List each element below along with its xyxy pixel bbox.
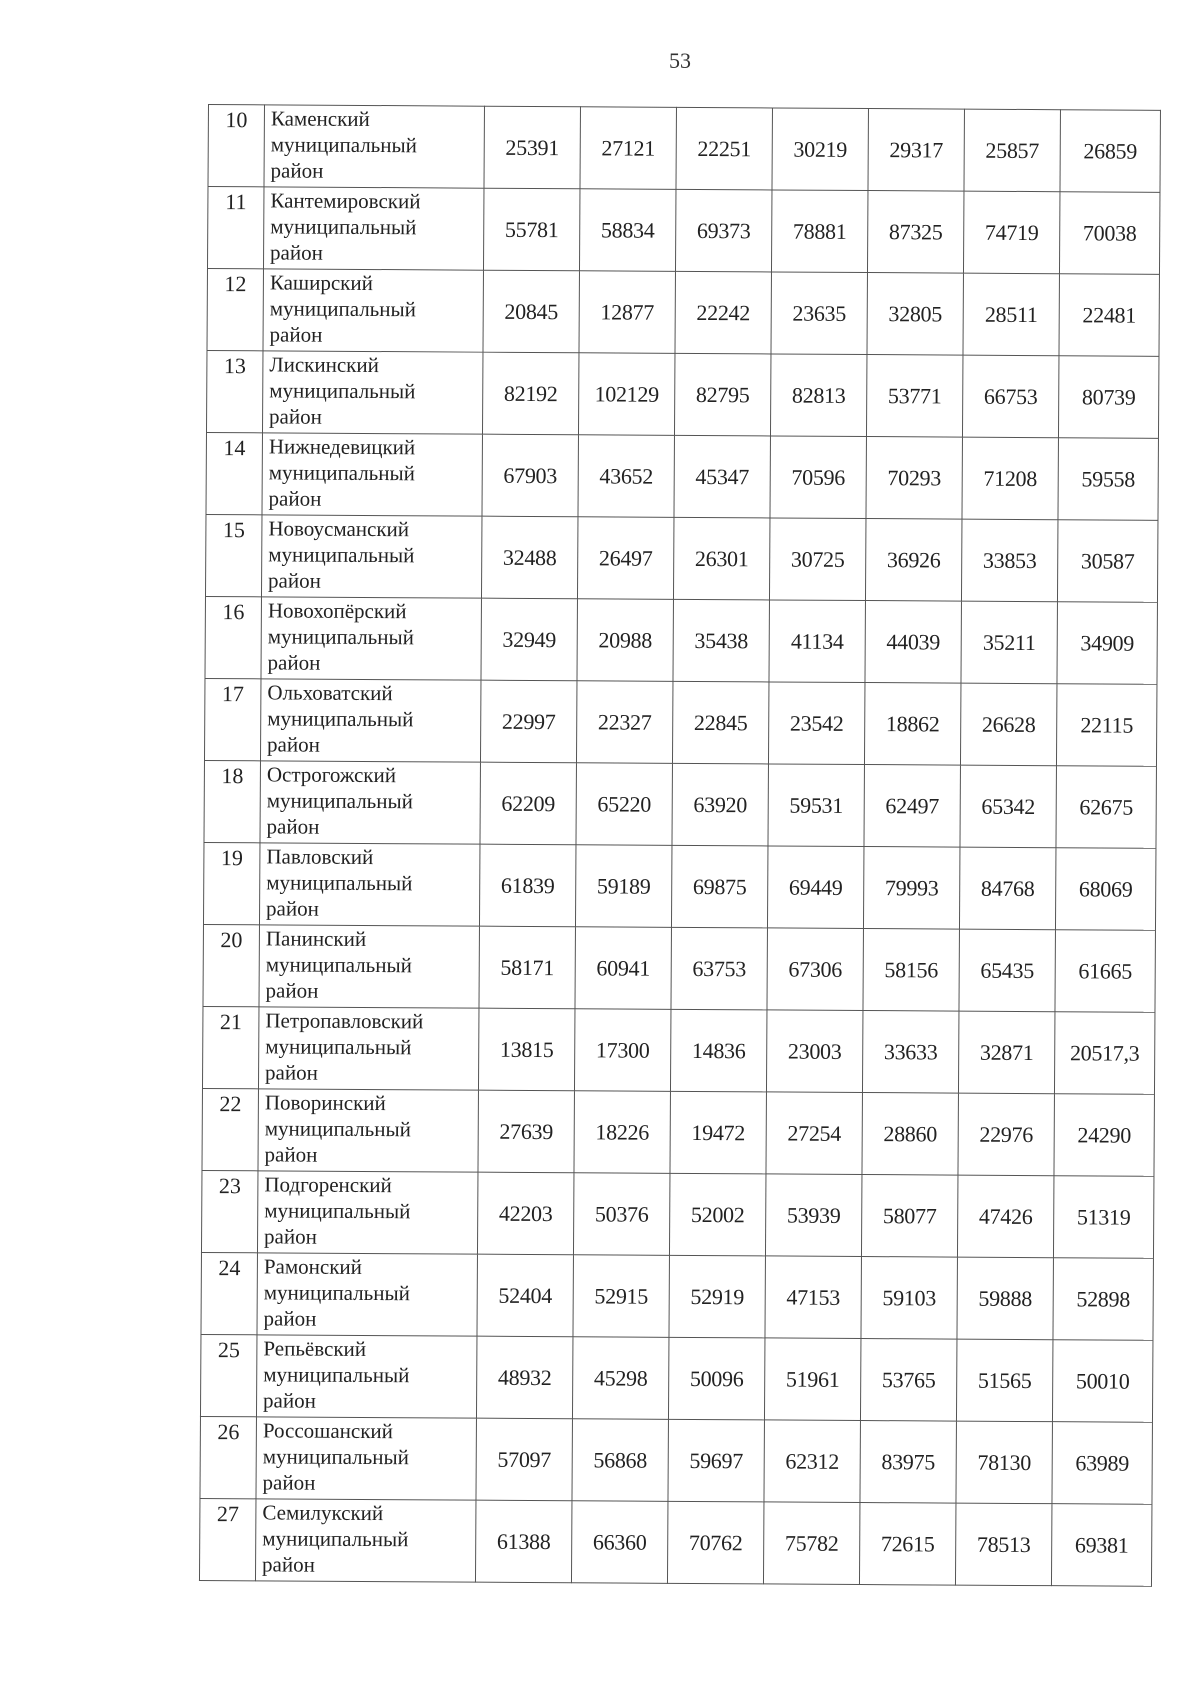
value-cell: 65435 [959,929,1055,1012]
value-cell: 52002 [669,1173,765,1256]
value-cell: 22997 [480,680,576,763]
district-data-table [199,104,1161,1587]
district-name-line: Россошанский [262,1418,394,1444]
value-cell: 63989 [1052,1422,1152,1505]
value-cell: 35211 [961,601,1057,684]
value-cell: 13815 [478,1008,574,1091]
value-cell: 30587 [1057,520,1157,603]
district-name-cell [258,1089,478,1172]
value-cell: 23003 [766,1010,862,1093]
value-cell: 20517,3 [1054,1012,1154,1095]
table-row [208,105,1160,193]
district-name-line: муниципальный [264,1198,411,1224]
value-cell: 56868 [572,1419,668,1502]
district-name-line: муниципальный [266,788,413,814]
row-number: 18 [204,760,260,842]
value-cell: 23542 [768,682,864,765]
district-name-cell [261,515,481,598]
value-cell: 70038 [1059,192,1159,275]
district-name-line: муниципальный [263,1362,410,1388]
district-name-line: муниципальный [262,1526,409,1552]
value-cell: 20988 [577,599,673,682]
district-name-line: район [262,1470,316,1495]
value-cell: 32805 [867,273,963,356]
value-cell: 82813 [770,354,866,437]
district-name-cell [258,1007,478,1090]
district-name-line: Семилукский [262,1500,384,1526]
value-cell: 52404 [477,1254,573,1337]
row-number: 23 [201,1170,257,1252]
district-name-line: район [262,1552,315,1577]
table-container [199,104,1161,1587]
value-cell: 28511 [963,273,1059,356]
value-cell: 82795 [674,353,770,436]
value-cell: 50010 [1052,1340,1152,1423]
value-cell: 27254 [766,1092,862,1175]
district-name-line: район [266,896,319,921]
value-cell: 50096 [668,1337,764,1420]
value-cell: 43652 [578,435,674,518]
value-cell: 53939 [765,1174,861,1257]
value-cell: 102129 [578,353,674,436]
value-cell: 70293 [866,437,962,520]
value-cell: 51565 [956,1339,1052,1422]
district-name-line: муниципальный [268,460,415,486]
value-cell: 62312 [764,1420,860,1503]
district-name-cell [257,1171,477,1254]
value-cell: 27639 [478,1090,574,1173]
value-cell: 34909 [1057,602,1157,685]
value-cell: 69381 [1051,1504,1151,1587]
value-cell: 18862 [864,683,960,766]
district-name-cell [263,269,483,352]
value-cell: 69875 [671,845,767,928]
value-cell: 59697 [668,1419,764,1502]
value-cell: 45298 [572,1337,668,1420]
district-name-line: Каменский [270,106,370,131]
row-number: 24 [201,1252,257,1334]
value-cell: 41134 [769,600,865,683]
value-cell: 26859 [1060,110,1160,193]
table-row [199,1498,1151,1586]
district-name-line: Подгоренский [264,1172,392,1198]
value-cell: 62209 [480,762,576,845]
value-cell: 22845 [672,681,768,764]
value-cell: 30219 [772,108,868,191]
row-number: 17 [204,678,260,760]
value-cell: 28860 [862,1093,958,1176]
value-cell: 33633 [862,1011,958,1094]
value-cell: 47153 [765,1256,861,1339]
value-cell: 12877 [579,271,675,354]
row-number: 12 [207,269,263,351]
district-name-cell [264,105,484,188]
district-name-line: Новоусманский [268,516,410,542]
value-cell: 84768 [959,847,1055,930]
district-name-cell [260,679,480,762]
value-cell: 35438 [673,599,769,682]
value-cell: 26301 [673,517,769,600]
row-number: 21 [202,1006,258,1088]
value-cell: 20845 [483,270,579,353]
value-cell: 19472 [670,1091,766,1174]
district-name-line: район [270,240,323,265]
district-name-line: Поворинский [264,1090,386,1116]
value-cell: 83975 [860,1421,956,1504]
value-cell: 47426 [957,1175,1053,1258]
value-cell: 62497 [864,765,960,848]
district-name-line: муниципальный [262,1444,409,1470]
value-cell: 59531 [768,764,864,847]
district-name-line: район [264,1224,317,1249]
value-cell: 24290 [1054,1094,1154,1177]
value-cell: 75782 [763,1502,859,1585]
district-name-cell [255,1499,475,1582]
district-name-line: район [264,1142,318,1167]
value-cell: 22115 [1056,684,1156,767]
table-row [206,350,1158,438]
value-cell: 18226 [574,1091,670,1174]
row-number: 25 [200,1334,256,1416]
district-name-line: муниципальный [267,706,414,732]
district-name-line: район [265,1060,318,1085]
value-cell: 52915 [573,1255,669,1338]
value-cell: 61839 [479,844,575,927]
value-cell: 61665 [1055,930,1155,1013]
value-cell: 25391 [484,106,580,189]
row-number: 16 [205,596,261,678]
row-number: 27 [199,1498,255,1580]
value-cell: 53765 [860,1339,956,1422]
value-cell: 30725 [769,518,865,601]
value-cell: 22976 [958,1093,1054,1176]
value-cell: 82192 [482,352,578,435]
value-cell: 67903 [482,434,578,517]
value-cell: 58834 [579,189,675,272]
value-cell: 66753 [962,355,1058,438]
district-name-line: район [266,814,320,839]
value-cell: 63920 [672,763,768,846]
district-name-line: Новохопёрский [267,598,407,624]
district-name-line: район [268,568,321,593]
district-name-cell [256,1417,476,1500]
value-cell: 55781 [483,188,579,271]
value-cell: 69373 [675,189,771,272]
table-row [204,760,1156,848]
table-row [205,596,1157,684]
value-cell: 59189 [575,845,671,928]
value-cell: 36926 [865,519,961,602]
value-cell: 14836 [670,1009,766,1092]
value-cell: 22251 [676,107,772,190]
district-name-line: муниципальный [265,1034,412,1060]
district-name-line: Панинский [265,926,367,951]
value-cell: 61388 [475,1500,571,1583]
district-name-cell [260,761,480,844]
value-cell: 50376 [573,1173,669,1256]
district-name-line: Петропавловский [265,1008,424,1034]
district-name-cell [262,433,482,516]
district-name-line: муниципальный [263,1280,410,1306]
district-name-line: район [268,486,322,511]
row-number: 14 [206,432,262,514]
value-cell: 72615 [859,1503,955,1586]
value-cell: 22481 [1059,274,1159,357]
value-cell: 59558 [1058,438,1158,521]
value-cell: 69449 [767,846,863,929]
table-row [201,1252,1153,1340]
value-cell: 59888 [957,1257,1053,1340]
value-cell: 66360 [571,1501,667,1584]
value-cell: 87325 [867,191,963,274]
value-cell: 78881 [771,190,867,273]
value-cell: 32871 [958,1011,1054,1094]
district-name-line: район [269,404,322,429]
table-row [200,1334,1152,1422]
table-row [206,432,1158,520]
value-cell: 68069 [1055,848,1155,931]
row-number: 10 [208,105,264,187]
row-number: 13 [206,350,262,432]
value-cell: 63753 [671,927,767,1010]
value-cell: 48932 [476,1336,572,1419]
row-number: 15 [205,514,261,596]
value-cell: 52898 [1053,1258,1153,1341]
value-cell: 52919 [669,1255,765,1338]
district-name-cell [263,187,483,270]
value-cell: 17300 [574,1009,670,1092]
value-cell: 22327 [576,681,672,764]
value-cell: 79993 [863,847,959,930]
district-name-line: Ольховатский [267,680,393,706]
table-row [204,678,1156,766]
value-cell: 27121 [580,107,676,190]
row-number: 11 [207,187,263,269]
value-cell: 32488 [481,516,577,599]
table-body [199,105,1160,1587]
page-number: 53 [669,48,691,73]
table-row [207,269,1159,357]
district-name-line: Репьёвский [263,1336,367,1361]
table-row [202,1006,1154,1094]
district-name-line: Лискинский [269,352,379,378]
value-cell: 23635 [771,272,867,355]
value-cell: 33853 [961,519,1057,602]
district-name-line: муниципальный [268,542,415,568]
district-name-line: муниципальный [270,132,417,158]
value-cell: 51319 [1053,1176,1153,1259]
value-cell: 58171 [479,926,575,1009]
value-cell: 60941 [575,927,671,1010]
row-number: 20 [203,924,259,1006]
value-cell: 26628 [960,683,1056,766]
table-row [203,924,1155,1012]
district-name-line: Кантемировский [270,188,421,214]
value-cell: 80739 [1058,356,1158,439]
district-name-cell [262,351,482,434]
district-name-line: муниципальный [269,296,416,322]
value-cell: 67306 [767,928,863,1011]
table-row [203,842,1155,930]
district-name-line: Павловский [266,844,374,870]
district-name-cell [257,1253,477,1336]
district-name-line: муниципальный [269,378,416,404]
value-cell: 42203 [477,1172,573,1255]
district-name-line: муниципальный [264,1116,411,1142]
district-name-line: район [263,1388,316,1413]
value-cell: 32949 [481,598,577,681]
value-cell: 58077 [861,1175,957,1258]
value-cell: 22242 [675,271,771,354]
table-row [202,1088,1154,1176]
table-row [201,1170,1153,1258]
district-name-cell [256,1335,476,1418]
value-cell: 71208 [962,437,1058,520]
district-name-line: муниципальный [270,214,417,240]
value-cell: 44039 [865,601,961,684]
district-name-line: Острогожский [266,762,397,788]
value-cell: 65220 [576,763,672,846]
value-cell: 57097 [476,1418,572,1501]
value-cell: 29317 [868,109,964,192]
table-row [207,187,1159,275]
district-name-cell [259,843,479,926]
value-cell: 53771 [866,355,962,438]
district-name-line: Рамонский [263,1254,363,1279]
value-cell: 62675 [1056,766,1156,849]
value-cell: 58156 [863,929,959,1012]
district-name-line: район [267,732,320,757]
value-cell: 78513 [955,1503,1051,1586]
value-cell: 70762 [667,1501,763,1584]
value-cell: 45347 [674,435,770,518]
value-cell: 78130 [956,1421,1052,1504]
row-number: 26 [200,1416,256,1498]
district-name-line: район [265,978,319,1003]
district-name-line: район [269,322,323,347]
value-cell: 25857 [964,109,1060,192]
value-cell: 26497 [577,517,673,600]
value-cell: 51961 [764,1338,860,1421]
district-name-line: муниципальный [267,624,414,650]
row-number: 19 [203,842,259,924]
table-row [200,1416,1152,1504]
row-number: 22 [202,1088,258,1170]
value-cell: 59103 [861,1257,957,1340]
district-name-line: Нижнедевицкий [268,434,416,460]
value-cell: 74719 [963,191,1059,274]
value-cell: 65342 [960,765,1056,848]
district-name-cell [259,925,479,1008]
district-name-cell [261,597,481,680]
district-name-line: район [263,1306,317,1331]
value-cell: 70596 [770,436,866,519]
table-row [205,514,1157,602]
district-name-line: район [267,650,321,675]
district-name-line: муниципальный [266,870,413,896]
district-name-line: Каширский [269,270,373,296]
district-name-line: муниципальный [265,952,412,978]
district-name-line: район [270,158,324,183]
